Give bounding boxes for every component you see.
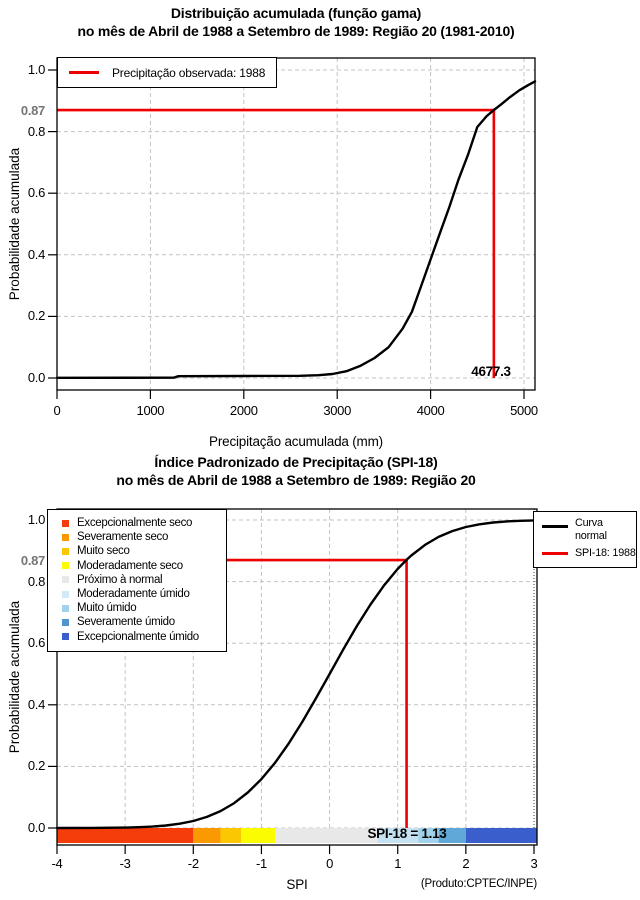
black-line-sample-icon (542, 525, 568, 528)
category-legend-item (48, 544, 226, 558)
y-tick-label: 0.4 (27, 246, 45, 262)
category-legend-item (48, 573, 226, 587)
category-legend-item (48, 630, 226, 644)
x-tick-label: -3 (119, 856, 131, 871)
chart2-x-axis-label: SPI (286, 877, 308, 892)
spi-category-legend (47, 509, 227, 652)
category-color-swatch-icon (62, 605, 69, 612)
y-tick-label: 0.0 (27, 370, 45, 385)
x-tick-label: 2000 (229, 403, 258, 418)
chart2-subtitle: no mês de Abril de 1988 a Setembro de 1989: Região 20 (116, 472, 476, 488)
category-color-swatch-icon (62, 520, 69, 527)
curve-legend-label-line1: Curva (575, 517, 603, 529)
red-line-sample-icon (69, 71, 99, 74)
x-tick-label: 5000 (510, 403, 538, 418)
category-label: Próximo à normal (77, 573, 163, 586)
chart1-title: Distribuição acumulada (função gama) (170, 5, 422, 21)
chart2-spi-value-annotation: SPI-18 = 1.13 (367, 826, 447, 841)
category-legend-item (48, 516, 226, 530)
category-color-swatch-icon (62, 633, 69, 640)
chart1-legend (57, 57, 277, 88)
product-credit-label: (Produto:CPTEC/INPE) (420, 878, 537, 890)
category-label: Moderadamente seco (77, 559, 183, 572)
x-tick-label: 1000 (136, 403, 165, 418)
category-color-swatch-icon (62, 576, 69, 583)
plot-box (57, 58, 535, 390)
category-legend-item (48, 530, 226, 544)
category-color-swatch-icon (62, 619, 69, 626)
category-label: Excepcionalmente seco (77, 517, 193, 530)
chart1-legend-label: Precipitação observada: 1988 (112, 65, 266, 80)
y-tick-label: 1.0 (27, 512, 45, 527)
x-tick-label: 2 (462, 856, 470, 871)
category-legend-item (48, 615, 226, 629)
category-label: Severamente úmido (77, 616, 175, 629)
spi-category-bar-segment (241, 828, 275, 843)
chart1-probability-marker-label: 0.87 (20, 103, 45, 118)
chart1-y-axis-label: Probabilidade acumulada (7, 147, 22, 301)
chart1-x-axis-label: Precipitação acumulada (mm) (209, 434, 383, 449)
chart2-probability-marker-label: 0.87 (20, 553, 45, 568)
curve-legend-label-line2: normal (575, 530, 607, 542)
spi-category-bar-segment (57, 828, 193, 843)
category-label: Severamente seco (77, 531, 169, 544)
category-label: Excepcionalmente úmido (77, 630, 199, 643)
category-label: Muito úmido (77, 602, 137, 615)
chart1-precipitation-value-annotation: 4677.3 (471, 364, 511, 379)
red-line-sample-icon (542, 552, 568, 555)
x-tick-label: -1 (255, 856, 267, 871)
x-tick-label: 4000 (416, 403, 445, 418)
y-tick-label: 1.0 (27, 62, 45, 77)
y-tick-label: 0.2 (27, 758, 45, 774)
x-tick-label: 0 (53, 403, 61, 418)
category-color-swatch-icon (62, 534, 69, 541)
category-label: Muito seco (77, 545, 130, 558)
spi-legend-label: SPI-18: 1988 (575, 547, 636, 559)
y-tick-label: 0.8 (27, 123, 45, 139)
spi-category-bar-segment (221, 828, 241, 843)
category-label: Moderadamente úmido (77, 588, 190, 601)
category-color-swatch-icon (62, 548, 69, 555)
y-tick-label: 0.2 (27, 308, 45, 324)
y-tick-label: 0.8 (27, 573, 45, 589)
y-tick-label: 0.6 (27, 185, 45, 201)
chart1-subtitle: no mês de Abril de 1988 a Setembro de 1989: Região 20 (1981-2010) (77, 23, 515, 39)
x-tick-label: 1 (394, 856, 402, 871)
x-tick-label: -4 (51, 856, 63, 871)
category-legend-item (48, 587, 226, 601)
category-legend-item (48, 559, 226, 573)
x-tick-label: -2 (187, 856, 199, 871)
chart2-title: Índice Padronizado de Precipitação (SPI-18) (154, 454, 438, 470)
spi-category-bar-segment (193, 828, 220, 843)
x-tick-label: 3000 (323, 403, 352, 418)
x-tick-label: 3 (530, 856, 538, 871)
cumulative-curve (57, 81, 535, 377)
category-color-swatch-icon (62, 591, 69, 598)
y-tick-label: 0.0 (27, 820, 45, 835)
category-legend-item (48, 601, 226, 615)
x-tick-label: 0 (326, 856, 334, 871)
y-tick-label: 0.4 (27, 696, 45, 712)
spi-category-bar-segment (466, 828, 537, 843)
chart2-y-axis-label: Probabilidade acumulada (7, 600, 22, 754)
category-color-swatch-icon (62, 562, 69, 569)
y-tick-label: 0.6 (27, 635, 45, 651)
observation-marker-line (57, 110, 494, 378)
chart2-curve-legend (533, 511, 637, 568)
